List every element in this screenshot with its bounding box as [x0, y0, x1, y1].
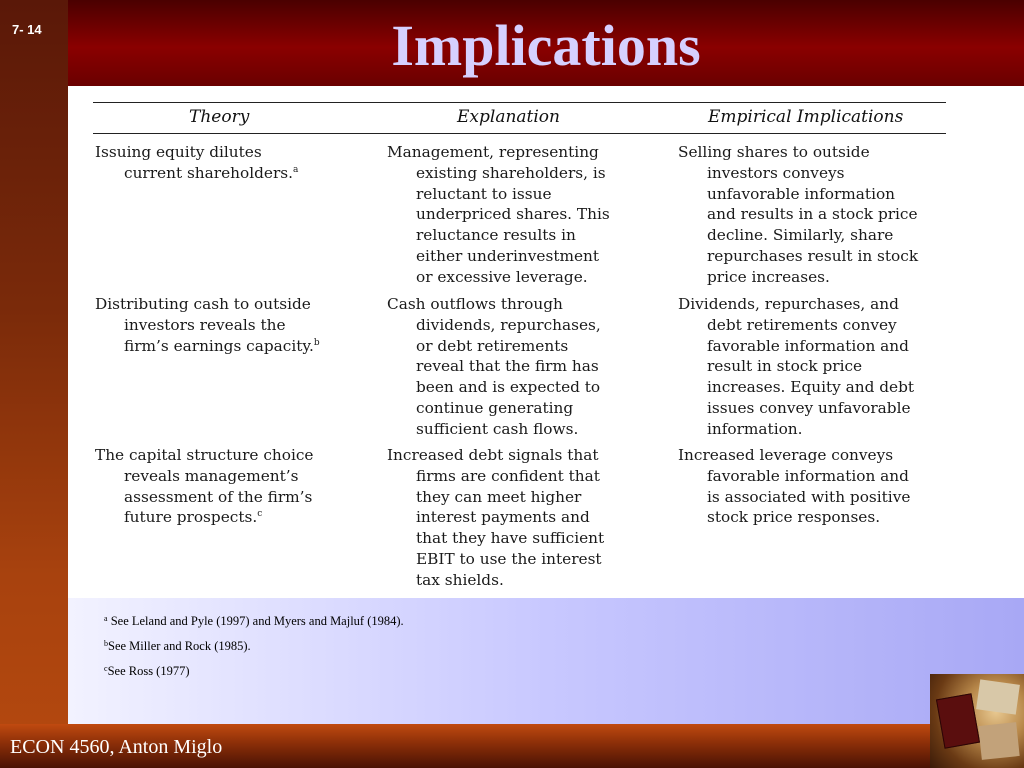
cell-line: been and is expected to — [416, 378, 601, 397]
cell-line: investors conveys — [707, 163, 845, 182]
cell-line: tax shields. — [416, 570, 504, 589]
cell-line: debt retirements convey — [707, 315, 897, 334]
cell-line: reluctant to issue — [416, 184, 552, 203]
cell-line-text: future prospects. — [124, 508, 258, 527]
footnote-b — [104, 639, 251, 654]
slide-title: Implications — [391, 13, 701, 78]
cell-line: or debt retirements — [416, 336, 569, 355]
cell-line: Dividends, repurchases, and — [678, 295, 899, 313]
table-header-row — [93, 102, 946, 134]
footnote-mark: a — [104, 614, 108, 623]
cell-line — [95, 507, 313, 528]
footnote-text: See Ross (1977) — [107, 664, 190, 678]
cell-line-text: current shareholders. — [124, 163, 293, 182]
slide-number: 7- 14 — [12, 22, 42, 37]
theory-cell — [95, 294, 320, 356]
footnote-mark: b — [104, 639, 108, 648]
cell-line: decline. Similarly, share — [707, 226, 894, 245]
explanation-cell — [387, 445, 604, 591]
paper-shape — [978, 722, 1019, 760]
cell-line: they can meet higher — [416, 487, 582, 506]
cell-line: EBIT to use the interest — [416, 549, 602, 568]
cell-line: The capital structure choice — [95, 446, 314, 464]
theory-cell — [95, 142, 298, 184]
theory-cell — [95, 445, 313, 528]
implications-cell — [678, 142, 918, 288]
implications-table — [88, 86, 956, 598]
cell-line: dividends, repurchases, — [416, 315, 601, 334]
passport-shape — [936, 693, 980, 748]
decorative-photo — [930, 674, 1024, 768]
cell-line: repurchases result in stock — [707, 246, 919, 265]
explanation-cell — [387, 294, 601, 440]
certificate-shape — [976, 679, 1020, 714]
footer-text: ECON 4560, Anton Miglo — [10, 736, 223, 758]
implications-cell — [678, 294, 914, 440]
header-explanation: Explanation — [457, 107, 560, 127]
cell-line: result in stock price — [707, 357, 863, 376]
left-sidebar-band — [0, 0, 68, 768]
cell-line: Cash outflows through — [387, 295, 563, 313]
implications-cell — [678, 445, 910, 528]
footnote-text: See Leland and Pyle (1997) and Myers and Majluf (1984). — [107, 614, 404, 628]
cell-line: existing shareholders, is — [416, 163, 606, 182]
cell-line: favorable information and — [707, 336, 909, 355]
cell-line: continue generating — [416, 398, 574, 417]
cell-line: issues convey unfavorable — [707, 398, 911, 417]
cell-line: is associated with positive — [707, 487, 911, 506]
cell-line: reluctance results in — [416, 226, 576, 245]
cell-line — [95, 336, 320, 357]
cell-line: information. — [707, 419, 803, 438]
footnote-ref: c — [257, 509, 263, 520]
cell-line: increases. Equity and debt — [707, 378, 915, 397]
cell-line: reveals management’s — [124, 466, 299, 485]
cell-line: underpriced shares. This — [416, 205, 610, 224]
cell-line: interest payments and — [416, 508, 590, 527]
footnote-a — [104, 614, 404, 629]
cell-line: that they have sufficient — [416, 529, 605, 548]
footnotes-panel — [68, 598, 1024, 724]
header-empirical-implications: Empirical Implications — [708, 107, 904, 127]
cell-line: assessment of the firm’s — [124, 487, 313, 506]
footnote-ref: a — [292, 164, 299, 175]
cell-line: stock price responses. — [707, 508, 881, 527]
cell-line: or excessive leverage. — [416, 267, 588, 286]
cell-line: either underinvestment — [416, 246, 600, 265]
cell-line: firms are confident that — [416, 466, 600, 485]
cell-line: Distributing cash to outside — [95, 295, 311, 313]
footnote-text: See Miller and Rock (1985). — [108, 639, 251, 653]
cell-line: Management, representing — [387, 143, 599, 161]
cell-line: Selling shares to outside — [678, 143, 870, 161]
cell-line: Increased leverage conveys — [678, 446, 894, 464]
cell-line: Issuing equity dilutes — [95, 143, 262, 161]
footnote-ref: b — [313, 337, 320, 348]
cell-line: investors reveals the — [124, 315, 286, 334]
cell-line: unfavorable information — [707, 184, 896, 203]
cell-line: sufficient cash flows. — [416, 419, 579, 438]
cell-line-text: firm’s earnings capacity. — [124, 336, 314, 355]
footnote-c — [104, 664, 190, 679]
cell-line: favorable information and — [707, 466, 909, 485]
explanation-cell — [387, 142, 610, 288]
cell-line — [95, 163, 298, 184]
header-theory: Theory — [189, 107, 250, 127]
cell-line: and results in a stock price — [707, 205, 918, 224]
cell-line: price increases. — [707, 267, 830, 286]
cell-line: reveal that the firm has — [416, 357, 599, 376]
cell-line: Increased debt signals that — [387, 446, 599, 464]
footnote-mark: c — [104, 664, 108, 673]
